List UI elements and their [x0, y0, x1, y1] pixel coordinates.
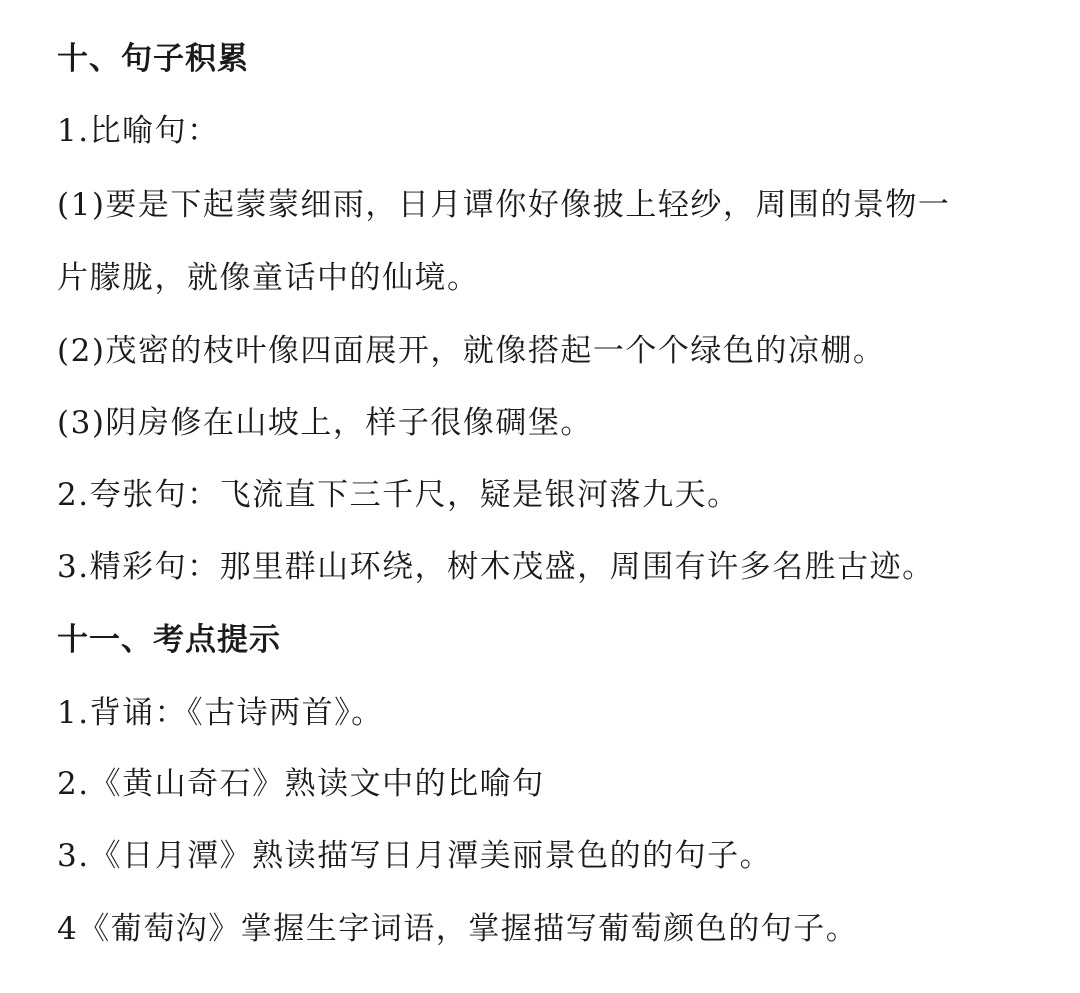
- simile-heading: 1.比喻句：: [57, 113, 220, 149]
- exaggeration-sentence: 2.夸张句：飞流直下三千尺，疑是银河落九天。: [57, 477, 740, 513]
- exam-point-2: 2.《黄山奇石》熟读文中的比喻句: [57, 766, 545, 802]
- simile-1-line-1: (1)要是下起蒙蒙细雨，日月谭你好像披上轻纱，周围的景物一: [57, 187, 951, 223]
- exam-point-3: 3.《日月潭》熟读描写日月潭美丽景色的的句子。: [57, 838, 773, 874]
- exam-point-1: 1.背诵：《古诗两首》。: [57, 695, 384, 731]
- simile-2: (2)茂密的枝叶像四面展开，就像搭起一个个绿色的凉棚。: [57, 333, 886, 369]
- exam-point-4: 4《葡萄沟》掌握生字词语，掌握描写葡萄颜色的句子。: [57, 911, 859, 947]
- section-11-title: 十一、考点提示: [57, 622, 281, 658]
- simile-1-line-2: 片朦胧，就像童话中的仙境。: [57, 260, 480, 296]
- section-10-title: 十、句子积累: [57, 41, 249, 77]
- simile-3: (3)阴房修在山坡上，样子很像碉堡。: [57, 405, 593, 441]
- wonderful-sentence: 3.精彩句：那里群山环绕，树木茂盛，周围有许多名胜古迹。: [57, 549, 935, 585]
